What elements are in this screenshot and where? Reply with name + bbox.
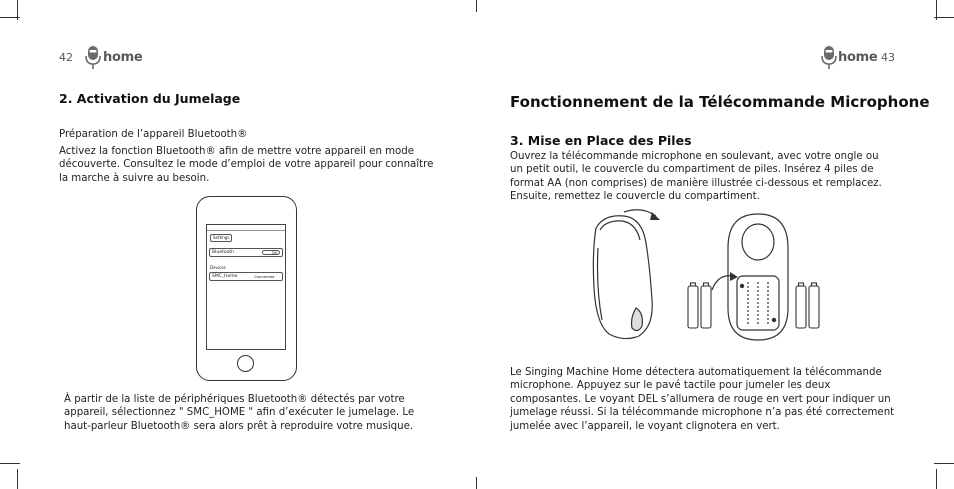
instructions-paragraph: Activez la fonction Bluetooth® afin de mettre votre appareil en mode découverte. Consultez le mode d’emploi de votre appareil pour connaître la marche à suivre au besoin. <box>59 146 434 184</box>
page-title: Fonctionnement de la Télécommande Microphone <box>510 93 930 111</box>
brand-logo-text: home <box>103 50 143 65</box>
pairing-paragraph: À partir de la liste de périphériques Bluetooth® détectés par votre appareil, sélectionnez " SMC_HOME " afin d’exécuter le jumelage. Le haut-parleur Bluetooth® sera alors prêt à reproduire votre musique. <box>64 394 415 432</box>
home-button <box>237 355 254 372</box>
phone-illustration <box>196 196 297 381</box>
bluetooth-toggle[interactable]: ON <box>262 250 280 255</box>
prep-label: Préparation de l’appareil Bluetooth® <box>59 129 248 140</box>
device-row[interactable] <box>209 272 283 281</box>
arrow-head-icon <box>730 272 738 281</box>
crop-mark <box>936 469 937 489</box>
pairing-paragraph: Le Singing Machine Home détectera automatiquement la télécommande microphone. Appuyez sur le pavé tactile pour jumeler les deux composantes. Le voyant DEL s’allumera de rouge en vert pour indiquer un jumelage réussi. Si la télécommande microphone n’a pas été correctement jumelée avec l’appareil, le voyant clignotera en vert. <box>510 367 895 432</box>
instructions-paragraph: Ouvrez la télécommande microphone en soulevant, avec votre ongle ou un petit outil, le couvercle du compartiment de piles. Insérez 4 piles de format AA (non comprises) de manière illustrée ci-dessous et remplacez. Ensuite, remettez le couvercle du compartiment. <box>510 151 882 203</box>
bluetooth-row <box>209 248 283 257</box>
crop-mark <box>936 0 937 20</box>
brand-logo-text: home <box>838 50 878 65</box>
microphone-logo-icon <box>84 45 102 71</box>
crop-mark <box>934 17 954 18</box>
page-number: 43 <box>881 51 895 64</box>
crop-mark <box>476 0 477 12</box>
microphone-logo-icon <box>820 45 838 71</box>
arrow-icon <box>624 210 656 216</box>
bluetooth-label: Bluetooth <box>212 250 234 255</box>
crop-mark <box>0 463 20 464</box>
crop-mark <box>17 469 18 489</box>
section-title: 2. Activation du Jumelage <box>59 91 241 106</box>
device-name: SMC_Home <box>212 274 238 279</box>
page-number: 42 <box>59 51 73 64</box>
remote-side-view <box>593 216 652 339</box>
arrow-icon <box>712 276 732 290</box>
device-status: Connected <box>254 274 275 279</box>
settings-back-button[interactable]: Settings <box>210 234 232 242</box>
status-bar <box>207 225 285 231</box>
crop-mark <box>934 463 954 464</box>
crop-mark <box>476 477 477 489</box>
battery-pair-right <box>796 283 819 328</box>
battery-pair-left <box>688 283 711 328</box>
section-title: 3. Mise en Place des Piles <box>510 133 692 148</box>
crop-mark <box>17 0 18 20</box>
battery-installation-illustration <box>584 208 829 348</box>
phone-screen <box>206 224 286 350</box>
devices-header: Devices <box>210 265 226 270</box>
